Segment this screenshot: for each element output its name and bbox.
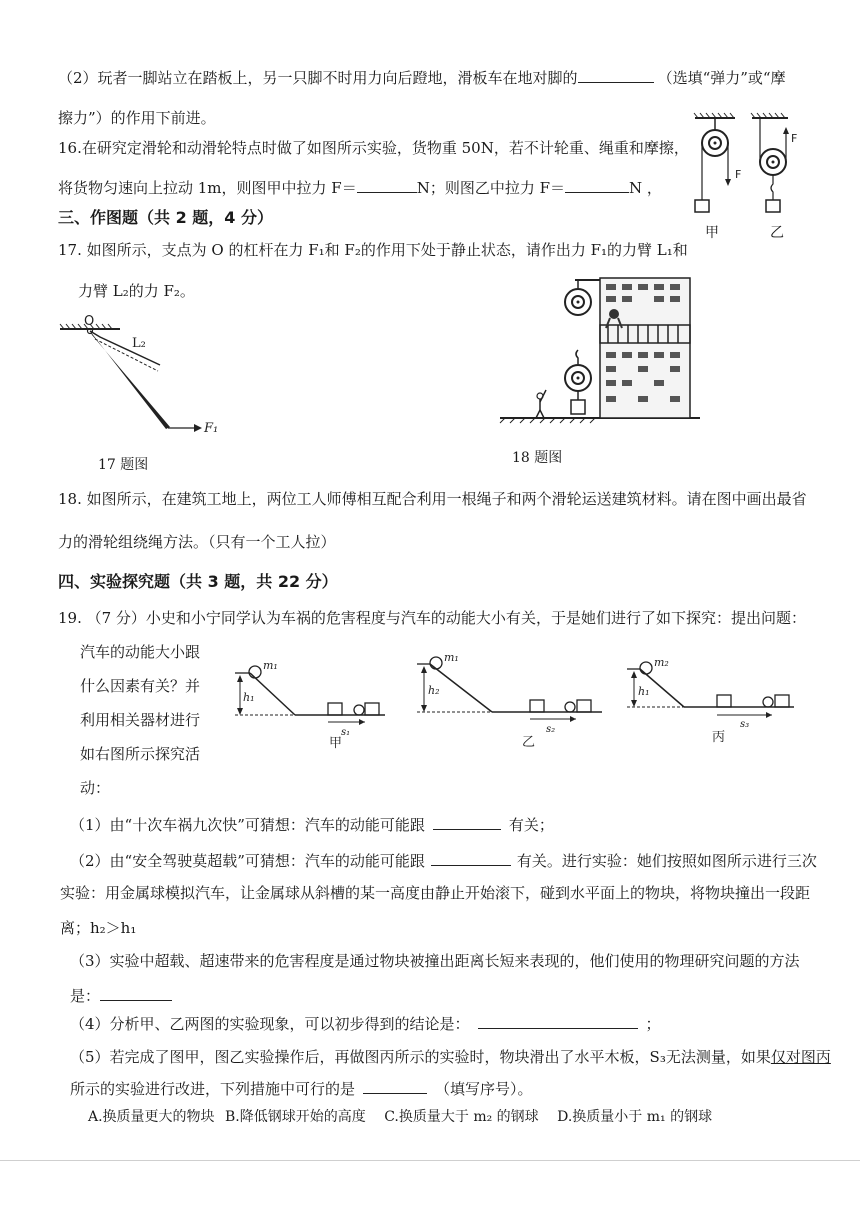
q19-options xyxy=(88,1107,712,1127)
q16-line1: 16.在研究定滑轮和动滑轮特点时做了如图所示实验，货物重 50N，若不计轮重、绳重和摩擦， xyxy=(58,139,689,157)
page-bottom-rule xyxy=(0,1160,860,1161)
q16-text-b: N；则图乙中拉力 F＝ xyxy=(416,179,566,197)
bing-distance-label: s₃ xyxy=(740,719,750,730)
q16-force-label-yi: F xyxy=(791,132,798,145)
q19-side-text-2: 什么因素有关？并 xyxy=(80,677,201,695)
q17-line1: 17. 如图所示，支点为 O 的杠杆在力 F₁和 F₂的作用下处于静止状态，请作出力 F₁的力臂 L₁和 xyxy=(58,241,688,259)
incline-figure-jia xyxy=(225,655,395,750)
q19-option-d: D.换质量小于 m₁ 的钢球 xyxy=(557,1109,713,1125)
bing-height-label: h₁ xyxy=(638,685,650,698)
jia-mass-label: m₁ xyxy=(263,659,278,672)
q19-part2-line3: 离；h₂＞h₁ xyxy=(60,919,137,937)
q16-force-label-jia: F xyxy=(735,168,742,181)
q19-p4-text-b: ； xyxy=(645,1015,661,1033)
q19-part3-line2 xyxy=(70,986,172,1006)
yi-fig-label: 乙 xyxy=(522,735,536,750)
building-pulley-figure xyxy=(500,270,700,425)
bing-fig-label: 丙 xyxy=(712,730,726,745)
q15-2-line2: 擦力”）的作用下前进。 xyxy=(58,109,216,127)
yi-height-label: h₂ xyxy=(428,684,440,697)
q19-p2-text-a: （2）由“安全驾驶莫超载”可猜想：汽车的动能可能跟 xyxy=(70,852,425,870)
q19-side-text-4: 如右图所示探究活 xyxy=(80,745,201,763)
lever-label-o: O xyxy=(84,314,95,329)
q16-text-c: N ， xyxy=(629,179,662,197)
q19-part4 xyxy=(70,1014,661,1034)
q19-p5-text-c: （填写序号）。 xyxy=(435,1080,533,1098)
q16-text-a: 将货物匀速向上拉动 1m，则图甲中拉力 F＝ xyxy=(58,179,357,197)
q18-line2: 力的滑轮组绕绳方法。（只有一个工人拉） xyxy=(58,533,336,551)
q19-p5-underlined-text: 仅对图丙 xyxy=(770,1048,831,1066)
lever-label-l2: L₂ xyxy=(132,336,146,351)
q19-p3-answer-blank[interactable] xyxy=(100,986,172,1001)
fixed-pulley-jia xyxy=(694,113,735,212)
q18-line1: 18. 如图所示，在建筑工地上，两位工人师傅相互配合利用一根绳子和两个滑轮运送建筑材料。请在图中画出最省 xyxy=(58,490,807,508)
jia-fig-label: 甲 xyxy=(329,736,343,751)
section3-title: 三、作图题（共 2 题，4 分） xyxy=(58,208,273,227)
q19-side-text-1: 汽车的动能大小跟 xyxy=(80,643,201,661)
q19-option-a: A.换质量更大的物块 xyxy=(88,1109,215,1125)
q19-part3-line1: （3）实验中超载、超速带来的危害程度是通过物块被撞出距离长短来表现的，他们使用的物理研究问题的方法 xyxy=(70,952,800,970)
q19-p4-answer-blank[interactable] xyxy=(478,1014,638,1029)
jia-distance-label: s₁ xyxy=(341,727,351,738)
lever-figure xyxy=(60,315,230,435)
q16-answer-blank-yi[interactable] xyxy=(565,178,629,193)
q19-option-c: C.换质量大于 m₂ 的钢球 xyxy=(384,1109,539,1125)
q17-line2: 力臂 L₂的力 F₂。 xyxy=(78,282,195,300)
bing-mass-label: m₂ xyxy=(654,656,669,669)
q19-p1-answer-blank[interactable] xyxy=(433,815,501,830)
q19-p5-text-a: （5）若完成了图甲，图乙实验操作后，再做图丙所示的实验时，物块滑出了水平木板，S₃无法测量，如果 xyxy=(70,1048,771,1066)
q16-fig-label-yi: 乙 xyxy=(770,225,784,241)
q16-line2 xyxy=(58,178,662,198)
q15-2-line1 xyxy=(58,68,786,88)
lever-label-f1: F₁ xyxy=(204,421,219,436)
q19-part5-line1 xyxy=(70,1047,831,1067)
yi-mass-label: m₁ xyxy=(444,651,459,664)
incline-figure-yi xyxy=(412,652,612,752)
q19-intro: 19. （7 分）小史和小宁同学认为车祸的危害程度与汽车的动能大小有关，于是她们进行了如下探究：提出问题： xyxy=(58,609,806,627)
q19-part2 xyxy=(70,851,817,871)
q15-2-text-a: （2）玩者一脚站立在踏板上，另一只脚不时用力向后蹬地，滑板车在地对脚的 xyxy=(58,69,578,87)
incline-figure-bing xyxy=(622,655,802,750)
q19-option-b: B.降低钢球开始的高度 xyxy=(225,1109,366,1125)
q18-fig-caption: 18 题图 xyxy=(512,450,563,466)
q19-p1-text-b: 有关； xyxy=(508,816,554,834)
q19-p2-text-b: 有关。进行实验：她们按照如图所示进行三次 xyxy=(516,852,817,870)
movable-pulley-yi xyxy=(751,113,789,212)
q19-p2-answer-blank[interactable] xyxy=(431,851,511,866)
q19-p3-text: 是： xyxy=(70,987,101,1005)
q19-p1-text-a: （1）由“十次车祸九次快”可猜想：汽车的动能可能跟 xyxy=(70,816,425,834)
q15-2-text-b: （选填“弹力”或“摩 xyxy=(657,69,786,87)
q16-fig-label-jia: 甲 xyxy=(705,225,719,241)
q19-p4-text-a: （4）分析甲、乙两图的实验现象，可以初步得到的结论是： xyxy=(70,1015,470,1033)
q19-part2-line2: 实验：用金属球模拟汽车，让金属球从斜槽的某一高度由静止开始滚下，碰到水平面上的物块，将物块撞出一段距 xyxy=(60,884,811,902)
q17-fig-caption: 17 题图 xyxy=(98,457,149,473)
q19-part5-line2 xyxy=(70,1079,533,1099)
yi-distance-label: s₂ xyxy=(546,724,556,735)
section4-title: 四、实验探究题（共 3 题，共 22 分） xyxy=(58,572,338,591)
jia-height-label: h₁ xyxy=(243,691,255,704)
q19-side-text-3: 利用相关器材进行 xyxy=(80,711,201,729)
q19-part1 xyxy=(70,815,554,835)
q15-2-answer-blank[interactable] xyxy=(578,68,654,83)
q19-p5-text-b: 所示的实验进行改进，下列措施中可行的是 xyxy=(70,1080,356,1098)
q19-p5-answer-blank[interactable] xyxy=(363,1079,427,1094)
q16-answer-blank-jia[interactable] xyxy=(357,178,417,193)
q19-side-text-5: 动： xyxy=(80,779,111,797)
